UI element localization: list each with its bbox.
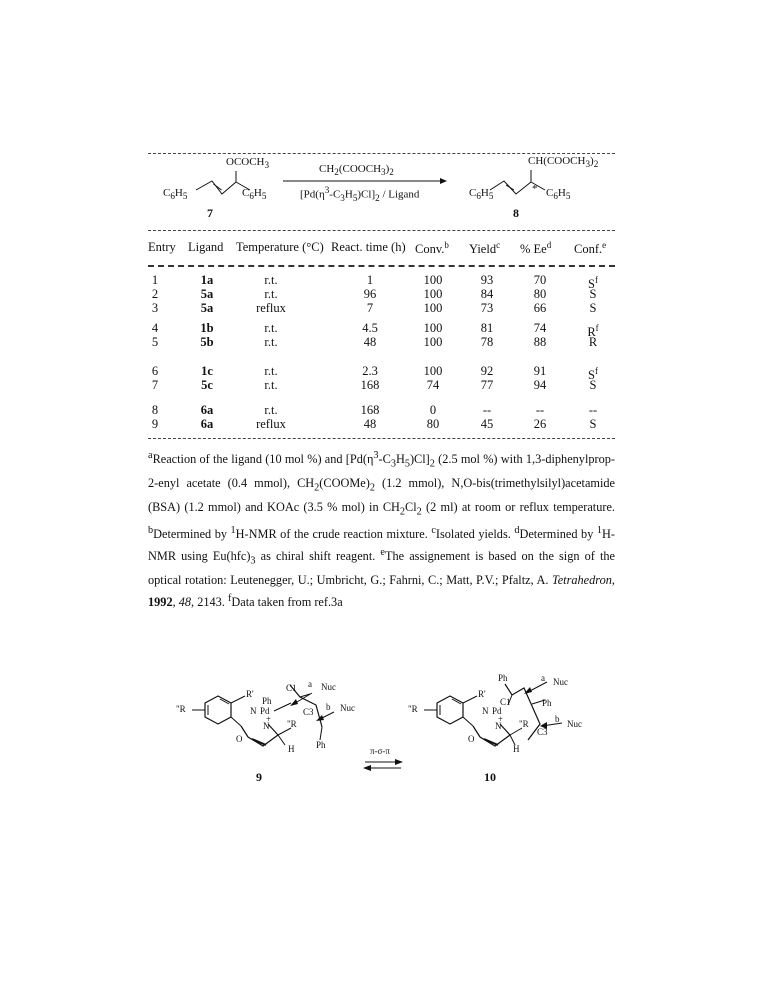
table-cell-entry: 6 7 (151, 364, 159, 392)
table-cell-ee: 70 80 66 (533, 273, 547, 315)
table-cell-entry: 4 5 (151, 321, 159, 349)
table-cell-yield: 81 78 (480, 321, 494, 349)
table-cell-yield: -- 45 (480, 403, 494, 431)
complex10-O: O (468, 734, 475, 744)
header-yield: Yield$^c$ (469, 240, 501, 257)
table-cell-conf: $S^f$ S (588, 366, 598, 392)
product-left-group: $C_6H_5$ (469, 187, 494, 202)
header-ligand: Ligand (188, 240, 224, 254)
complex10-nuc-b: Nuc (567, 719, 582, 729)
complex9-nuc-a: Nuc (321, 682, 336, 692)
complex10-Ph-top: Ph (498, 673, 508, 683)
table-cell-time: 4.5 48 (362, 321, 378, 349)
complex9-plus: + (266, 714, 272, 724)
complex10-nuc-a: Nuc (553, 677, 568, 687)
complex9-N-oxazoline: N (263, 721, 270, 731)
table-cell-yield: 93 84 73 (480, 273, 494, 315)
complex9-O: O (236, 734, 243, 744)
header-conf: Conf.$^e$ (574, 240, 607, 257)
table-cell-conv: 100 100 100 (423, 273, 443, 315)
table-cell-ligand: 1b 5b (200, 321, 214, 349)
complex10-H: H (513, 744, 520, 754)
table-cell-ee: 74 88 (533, 321, 547, 349)
reagent-top: $CH_2(COOCH_3)_2$ (319, 163, 394, 178)
complex9-b: b (326, 702, 331, 712)
table-cell-time: 1 96 7 (363, 273, 377, 315)
complex9-Pd: Pd (260, 706, 270, 716)
table-cell-entry: 8 9 (151, 403, 159, 431)
complex10-Ph-right: Ph (542, 698, 552, 708)
complex9-R-oxazoline: "R (287, 719, 297, 729)
table-cell-temp: r.t. r.t. (264, 364, 278, 392)
reactant-substituent: $OCOCH_3$ (226, 156, 270, 171)
complex10-R-oxazoline: "R (519, 719, 529, 729)
table-cell-ligand: 1c 5c (201, 364, 213, 392)
table-cell-time: 168 48 (360, 403, 380, 431)
reactant-label: 7 (207, 206, 213, 220)
table-cell-conf: $R^f$ R (587, 323, 599, 349)
complex9-Rprime-label: R' (246, 689, 254, 699)
complex9-N-pyridine: N (250, 706, 257, 716)
complex10-label: 10 (484, 770, 496, 784)
complex10-Rprime-label: R' (478, 689, 486, 699)
table-cell-ligand: 6a 6a (200, 403, 214, 431)
product-star: * (532, 183, 538, 195)
table-cell-ee: -- 26 (533, 403, 547, 431)
equilibrium-label: π-σ-π (370, 746, 390, 756)
product-substituent: $CH(COOCH_3)_2$ (528, 155, 599, 170)
complex10-N-oxazoline: N (495, 721, 502, 731)
header-temperature: Temperature (°C) (236, 240, 324, 254)
header-entry: Entry (148, 240, 176, 254)
product-label: 8 (513, 206, 519, 220)
table-cell-temp: r.t. reflux (256, 403, 286, 431)
complex9-H: H (288, 744, 295, 754)
table-cell-conv: 0 80 (426, 403, 440, 431)
table-cell-conv: 100 100 (423, 321, 443, 349)
table-cell-ee: 91 94 (533, 364, 547, 392)
table-cell-time: 2.3 168 (360, 364, 380, 392)
table-cell-conv: 100 74 (423, 364, 443, 392)
complex10-a: a (541, 673, 545, 683)
table-cell-conf: -- S (588, 403, 598, 431)
complex10-R-label: "R (408, 704, 418, 714)
header-ee: % Ee$^d$ (520, 240, 552, 257)
header-conv: Conv.$^b$ (415, 240, 449, 257)
table-cell-conf: $S^f$ S S (588, 275, 598, 315)
complex10-C3: C3 (537, 727, 548, 737)
complex9-Ph-bottom: Ph (316, 740, 326, 750)
reactant-right-group: $C_6H_5$ (242, 187, 267, 202)
complex10-C1: C1 (500, 697, 511, 707)
complex9-Ph-top: Ph (262, 696, 272, 706)
reagent-bottom: $[Pd(\eta^3-C_3H_5)Cl]_2$ / Ligand (300, 185, 420, 203)
complex10-N-pyridine: N (482, 706, 489, 716)
complex9-label: 9 (256, 770, 262, 784)
table-cell-temp: r.t. r.t. (264, 321, 278, 349)
product-right-group: $C_6H_5$ (546, 187, 571, 202)
complex10-b: b (555, 714, 560, 724)
complex9-nuc-b: Nuc (340, 703, 355, 713)
table-cell-ligand: 1a 5a 5a (200, 273, 214, 315)
complex9-C1: C1 (286, 683, 297, 693)
reactant-left-group: $C_6H_5$ (163, 187, 188, 202)
complex9-R-label: "R (176, 704, 186, 714)
complex10-Pd: Pd (492, 706, 502, 716)
table-cell-yield: 92 77 (480, 364, 494, 392)
complex10-plus: + (498, 714, 504, 724)
table-cell-temp: r.t. r.t. reflux (256, 273, 286, 315)
complex9-C3: C3 (303, 707, 314, 717)
table-cell-entry: 1 2 3 (151, 273, 159, 315)
table-footnote: $^a$Reaction of the ligand (10 mol %) and $[Pd(\eta^3-C_3H_5)Cl]_2$ (2.5 mol %) with 1,3-diphenylprop-2-enyl acetate (0.4 mmol), $CH_2(COOMe)_2$ (1.2 mmol), N,O-bis(trimethylsilyl)acetamide (BSA) (1.2 mmol) and KOAc (3.5 % mol) in $CH_2Cl_2$ (2 ml) at room or reflux temperature. $^b$Determined by $^1$H-NMR of the crude reaction mixture. $^c$Isolated yields. $^d$Determined by $^1$H-NMR using $Eu(hfc)_3$ as chiral shift reagent. $^e$The assignement is based on the sign of the optical rotation: Leutenegger, U.; Umbricht, G.; Fahrni, C.; Matt, P.V.; Pfaltz, A. Tetrahedron, 1992, 48, 2143. $^f$Data taken from ref.3a (148, 450, 616, 609)
header-react-time: React. time (h) (331, 240, 406, 254)
complex9-a: a (308, 679, 312, 689)
